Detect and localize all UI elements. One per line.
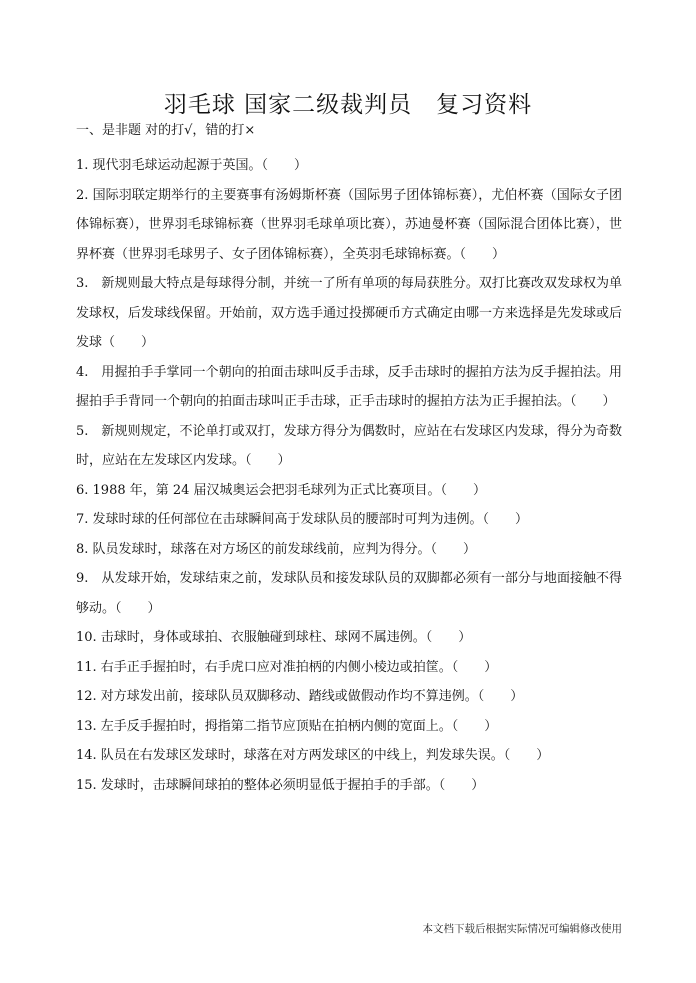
footer-note: 本文档下载后根据实际情况可编辑修改使用 [422,923,622,935]
question-item: 1. 现代羽毛球运动起源于英国。（ ） [76,158,308,173]
question-item: 6. 1988 年，第 24 届汉城奥运会把羽毛球列为正式比赛项目。（ ） [76,482,487,498]
question-list [76,151,622,800]
question-item: 5. 新规则规定，不论单打或双打，发球方得分为偶数时，应站在右发球区内发球，得分为奇数时，应站在左发球区内发球。（ ） [76,423,622,468]
section-heading: 一、是非题 对的打√，错的打× [76,123,256,138]
question-item: 10. 击球时，身体或球拍、衣服触碰到球柱、球网不属违例。（ ） [76,630,472,645]
document-title: 羽毛球 国家二级裁判员 复习资料 [163,92,533,118]
question-item: 15. 发球时，击球瞬间球拍的整体必须明显低于握拍手的手部。（ ） [76,777,485,793]
question-item: 12. 对方球发出前，接球队员双脚移动、踏线或做假动作均不算违例。（ ） [76,689,524,704]
question-item: 7. 发球时球的任何部位在击球瞬间高于发球队员的腰部时可判为违例。（ ） [76,512,529,527]
question-item: 13. 左手反手握拍时，拇指第二指节应顶贴在拍柄内侧的宽面上。（ ） [76,718,498,734]
question-item: 14. 队员在右发球区发球时，球落在对方两发球区的中线上，判发球失误。（ ） [76,748,550,763]
question-item: 3. 新规则最大特点是每球得分制，并统一了所有单项的每局获胜分。双打比赛改双发球权为单发球权，后发球线保留。开始前，双方选手通过投掷硬币方式确定由哪一方来选择是先发球或后发球（ ） [76,276,623,350]
question-item: 2. 国际羽联定期举行的主要赛事有汤姆斯杯赛（国际男子团体锦标赛），尤伯杯赛（国际女子团体锦标赛），世界羽毛球锦标赛（世界羽毛球单项比赛），苏迪曼杯赛（国际混合团体比赛），世界杯赛（世界羽毛球男子、女子团体锦标赛），全英羽毛球锦标赛。（ ） [76,187,622,262]
question-item: 11. 右手正手握拍时，右手虎口应对准拍柄的内侧小棱边或拍筐。（ ） [76,659,498,675]
question-item: 9. 从发球开始，发球结束之前，发球队员和接发球队员的双脚都必须有一部分与地面接触不得够动。（ ） [76,571,622,616]
question-item: 4. 用握拍手手掌同一个朝向的拍面击球叫反手击球，反手击球时的握拍方法为反手握拍法。用握拍手手背同一个朝向的拍面击球叫正手击球，正手击球时的握拍方法为正手握拍法。（ ） [76,364,622,409]
question-item: 8. 队员发球时，球落在对方场区的前发球线前，应判为得分。（ ） [76,541,477,557]
